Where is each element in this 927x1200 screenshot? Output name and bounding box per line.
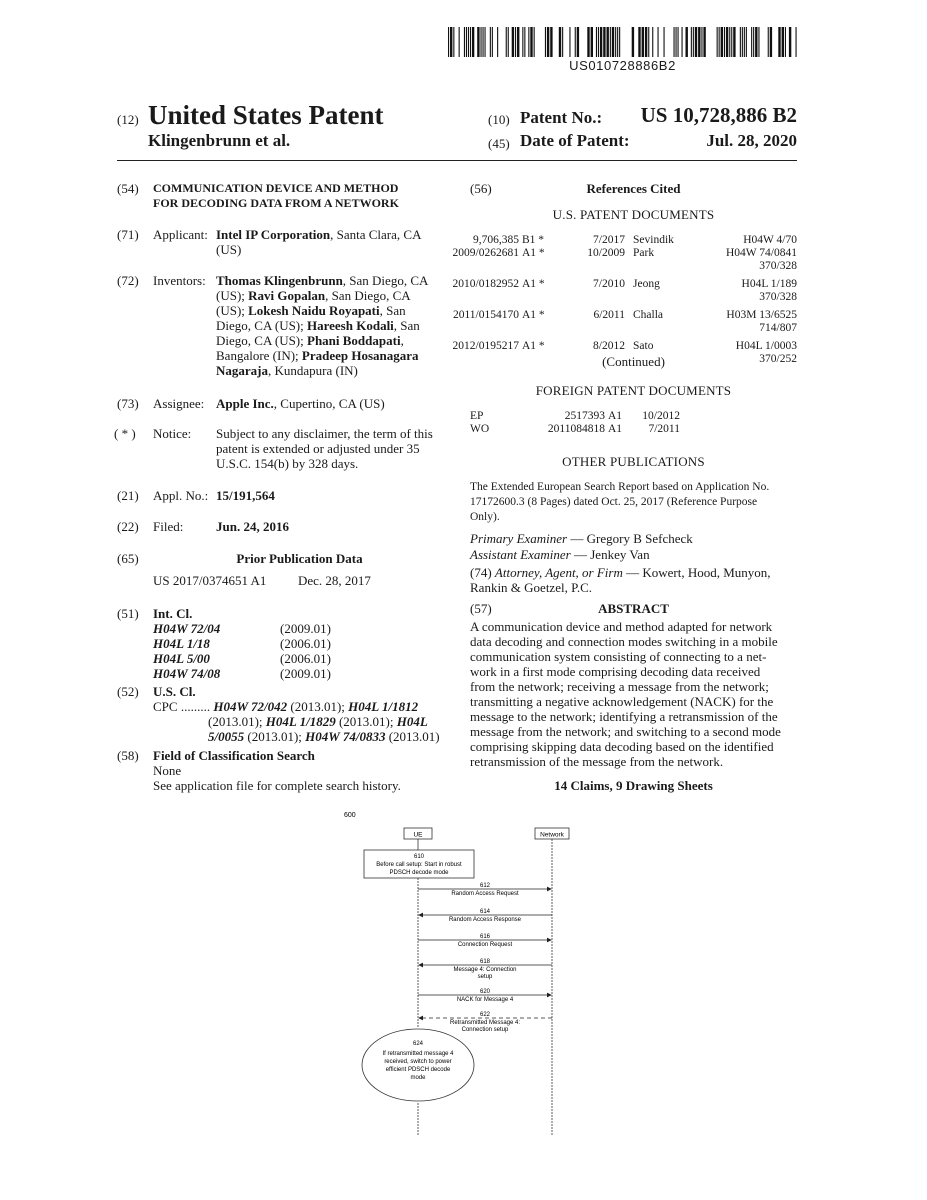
field-of-search-label: Field of Classification Search xyxy=(153,748,315,763)
barcode-bar xyxy=(648,27,649,57)
continued-note: (Continued) xyxy=(602,354,665,369)
field-of-search xyxy=(153,748,446,793)
barcode-bar xyxy=(755,27,757,57)
barcode-bar xyxy=(638,27,640,57)
table-row-cont: 714/807 xyxy=(759,322,797,334)
barcode-bar xyxy=(490,27,491,57)
barcode-bar xyxy=(676,27,677,57)
filed-label: Filed: xyxy=(153,519,184,534)
code-notice: ( * ) xyxy=(114,426,136,441)
barcode-bar xyxy=(466,27,467,57)
applicant-name: Intel IP Corporation xyxy=(216,227,331,242)
barcode-bar xyxy=(530,27,532,57)
assistant-examiner: Assistant Examiner — Jenkey Van xyxy=(470,547,650,562)
int-cl-row: H04L 1/18 (2006.01) xyxy=(153,636,331,651)
applicant-label: Applicant: xyxy=(153,227,208,242)
inventors-label: Inventors: xyxy=(153,273,206,288)
code-21: (21) xyxy=(117,488,139,503)
msg-622-label-2: Connection setup xyxy=(461,1027,509,1033)
ellipse-624-line-3: efficient PDSCH decode xyxy=(385,1067,451,1073)
barcode-bar xyxy=(693,27,694,57)
barcode-bar xyxy=(724,27,725,57)
barcode-bar xyxy=(610,27,611,57)
notice-label: Notice: xyxy=(153,426,192,441)
barcode-bar xyxy=(674,27,675,57)
barcode-bar xyxy=(577,27,579,57)
barcode-bar xyxy=(550,27,552,57)
table-row-cont: 370/252 xyxy=(759,353,797,365)
abstract-text: A communication device and method adapted for network data decoding and connection modes switching in a mobile communication system consisting of connecting to a net- work in a first mode comprising decoding data received from the network; receiving a message from the network; transmitting a negative acknowledgement (NACK) for the message to the network; identifying a retransmission of the message from the network; and switching to a second mode comprising skipping data decoding based on the identified retransmission of the message from the network. xyxy=(470,619,781,769)
applicant-country: (US) xyxy=(216,242,242,257)
code-65: (65) xyxy=(117,551,139,566)
barcode-bar xyxy=(740,27,741,57)
msg-614-number: 614 xyxy=(479,909,491,915)
barcode-bar xyxy=(506,27,507,57)
barcode-bar xyxy=(524,27,525,57)
barcode-bar xyxy=(652,27,653,57)
msg-618-label-2: setup xyxy=(477,974,493,980)
code-73: (73) xyxy=(117,396,139,411)
barcode xyxy=(448,27,797,57)
primary-examiner: Primary Examiner — Gregory B Sefcheck xyxy=(470,531,693,546)
msg-612-label: Random Access Request xyxy=(451,891,519,897)
msg-618-label-1: Message 4: Connection xyxy=(453,967,517,973)
inventor-short: Klingenbrunn et al. xyxy=(148,131,291,150)
barcode-bar xyxy=(703,27,705,57)
box-610-number: 610 xyxy=(413,854,425,860)
box-610-line-2: PDSCH decode mode xyxy=(389,870,449,876)
code-12: (12) xyxy=(117,112,139,127)
prior-pub-heading: Prior Publication Data xyxy=(236,551,363,566)
foreign-docs-table xyxy=(470,410,797,436)
barcode-bar xyxy=(508,27,509,57)
barcode-bar xyxy=(619,27,620,57)
claims-summary: 14 Claims, 9 Drawing Sheets xyxy=(554,778,713,793)
int-cl-label: Int. Cl. xyxy=(153,606,193,621)
barcode-bar xyxy=(645,27,647,57)
prior-pub-date: Dec. 28, 2017 xyxy=(298,573,371,588)
field-of-search-note: See application file for complete search history. xyxy=(153,778,401,793)
barcode-bar xyxy=(598,27,599,57)
barcode-bar xyxy=(459,27,460,57)
applicant xyxy=(216,227,446,257)
us-patent-docs-table xyxy=(452,234,797,366)
barcode-bar xyxy=(733,27,735,57)
table-row: 2011/0154170 A1 * 6/2011 Challa H03M 13/6525 xyxy=(452,309,797,321)
barcode-bar xyxy=(528,27,529,57)
other-pubs-heading: OTHER PUBLICATIONS xyxy=(562,454,705,469)
barcode-bar xyxy=(464,27,465,57)
msg-612-number: 612 xyxy=(479,883,491,889)
barcode-bar xyxy=(698,27,700,57)
other-pubs-text: The Extended European Search Report based on Application No. 17172600.3 (8 Pages) dated Oct. 25, 2017 (Reference Purpose Only). xyxy=(470,481,770,523)
box-610-line-1: Before call setup: Start in robust xyxy=(376,862,462,868)
barcode-bar xyxy=(721,27,723,57)
barcode-bar xyxy=(701,27,702,57)
barcode-bar xyxy=(485,27,486,57)
sequence-diagram xyxy=(330,805,590,1140)
code-51: (51) xyxy=(117,606,139,621)
code-22: (22) xyxy=(117,519,139,534)
barcode-bar xyxy=(796,27,797,57)
decision-ellipse-624 xyxy=(362,1029,474,1101)
table-row: EP 2517393 A1 10/2012 xyxy=(470,410,680,422)
barcode-bar xyxy=(785,27,786,57)
int-cl-row: H04L 5/00 (2006.01) xyxy=(153,651,331,666)
barcode-bar xyxy=(569,27,570,57)
barcode-bar xyxy=(632,27,634,57)
barcode-bar xyxy=(664,27,665,57)
cpc-classification: CPC ......... H04W 72/042 (2013.01); H04L 1/1812 (2013.01); H04L 1/1829 (2013.01); H04L 5/0055 (2013.01); H04W 74/0833 (2013.01) xyxy=(153,699,440,744)
patent-no-label: Patent No.: xyxy=(520,108,603,127)
barcode-bar xyxy=(596,27,597,57)
barcode-bar xyxy=(515,27,516,57)
barcode-bar xyxy=(607,27,609,57)
barcode-bar xyxy=(534,27,535,57)
field-of-search-none: None xyxy=(153,763,182,778)
table-row: 9,706,385 B1 * 7/2017 Sevindik H04W 4/70 xyxy=(473,234,797,246)
barcode-bar xyxy=(658,27,659,57)
table-row-cont: 370/328 xyxy=(759,260,797,272)
patent-type-title: United States Patent xyxy=(148,100,384,130)
appl-no-label: Appl. No.: xyxy=(153,488,209,503)
code-57: (57) xyxy=(470,601,492,616)
table-row: 2009/0262681 A1 * 10/2009 Park H04W 74/0841 xyxy=(452,247,797,259)
barcode-bar xyxy=(477,27,479,57)
barcode-bar xyxy=(612,27,614,57)
msg-620-label: NACK for Message 4 xyxy=(456,997,514,1003)
barcode-bar xyxy=(717,27,718,57)
barcode-bar xyxy=(768,27,769,57)
barcode-bar xyxy=(497,27,498,57)
barcode-bar xyxy=(575,27,576,57)
assignee-name: Apple Inc. xyxy=(216,396,274,411)
barcode-bar xyxy=(562,27,563,57)
code-56: (56) xyxy=(470,181,492,196)
table-row: WO 2011084818 A1 7/2011 xyxy=(470,423,680,435)
assignee-location: , Cupertino, CA (US) xyxy=(273,396,385,411)
barcode-bar xyxy=(472,27,474,57)
int-cl-row: H04W 74/08 (2009.01) xyxy=(153,666,331,681)
msg-622-number: 622 xyxy=(479,1012,491,1018)
barcode-bar xyxy=(770,27,772,57)
barcode-bar xyxy=(448,27,449,57)
barcode-bar xyxy=(695,27,697,57)
barcode-bar xyxy=(726,27,728,57)
foreign-docs-heading: FOREIGN PATENT DOCUMENTS xyxy=(535,383,732,398)
table-row-cont: 370/328 xyxy=(759,291,797,303)
code-72: (72) xyxy=(117,273,139,288)
ellipse-624-line-2: received, switch to power xyxy=(384,1059,452,1065)
date-of-patent-label: Date of Patent: xyxy=(520,131,630,150)
barcode-bar xyxy=(512,27,514,57)
code-58: (58) xyxy=(117,748,139,763)
barcode-bar xyxy=(686,27,688,57)
barcode-bar xyxy=(691,27,692,57)
figure-ref-number: 600 xyxy=(344,812,356,819)
barcode-bar xyxy=(453,27,454,57)
ellipse-624-number: 624 xyxy=(412,1041,424,1047)
date-of-patent: Jul. 28, 2020 xyxy=(706,131,797,150)
prior-pub-number: US 2017/0374651 A1 xyxy=(153,573,267,588)
ue-label: UE xyxy=(413,831,423,839)
ellipse-624-line-4: mode xyxy=(410,1075,426,1081)
appl-no: 15/191,564 xyxy=(216,488,275,503)
code-10: (10) xyxy=(488,112,510,127)
title-line-2: FOR DECODING DATA FROM A NETWORK xyxy=(153,196,399,210)
msg-616-number: 616 xyxy=(479,934,491,940)
barcode-bar xyxy=(789,27,791,57)
int-cl-list xyxy=(153,621,383,681)
network-label: Network xyxy=(540,831,564,839)
code-52: (52) xyxy=(117,684,139,699)
barcode-graphic xyxy=(448,27,797,57)
notice-text: Subject to any disclaimer, the term of this patent is extended or adjusted under 35 U.S.C. 154(b) by 328 days. xyxy=(216,426,433,471)
barcode-bar xyxy=(492,27,493,57)
barcode-bar xyxy=(729,27,730,57)
barcode-bar xyxy=(744,27,745,57)
code-71: (71) xyxy=(117,227,139,242)
header-divider xyxy=(117,160,797,161)
code-45: (45) xyxy=(488,136,510,151)
ellipse-624-line-1: If retransmitted message 4 xyxy=(382,1051,454,1057)
invention-title xyxy=(153,181,399,211)
barcode-bar xyxy=(483,27,484,57)
barcode-bar xyxy=(481,27,482,57)
us-patent-docs-heading: U.S. PATENT DOCUMENTS xyxy=(552,207,715,222)
barcode-bar xyxy=(517,27,519,57)
int-cl-row: H04W 72/04 (2009.01) xyxy=(153,621,331,636)
barcode-bar xyxy=(719,27,720,57)
barcode-bar xyxy=(615,27,616,57)
us-cl-label: U.S. Cl. xyxy=(153,684,196,699)
barcode-bar xyxy=(746,27,747,57)
msg-614-label: Random Access Response xyxy=(448,917,522,923)
barcode-bar xyxy=(591,27,593,57)
barcode-bar xyxy=(547,27,549,57)
abstract-heading: ABSTRACT xyxy=(598,601,669,616)
barcode-bar xyxy=(782,27,784,57)
patent-number: US 10,728,886 B2 xyxy=(640,103,797,127)
barcode-bar xyxy=(545,27,546,57)
barcode-bar xyxy=(470,27,471,57)
barcode-bar xyxy=(617,27,618,57)
filed-date: Jun. 24, 2016 xyxy=(216,519,289,534)
barcode-bar xyxy=(642,27,644,57)
barcode-bar xyxy=(587,27,589,57)
barcode-bar xyxy=(753,27,754,57)
barcode-bar xyxy=(600,27,602,57)
applicant-location: , Santa Clara, CA xyxy=(330,227,422,242)
msg-618-number: 618 xyxy=(479,959,491,965)
table-row: 2010/0182952 A1 * 7/2010 Jeong H04L 1/189 xyxy=(452,278,797,290)
barcode-bar xyxy=(603,27,605,57)
title-line-1: COMMUNICATION DEVICE AND METHOD xyxy=(153,181,399,195)
assignee-label: Assignee: xyxy=(153,396,205,411)
barcode-bar xyxy=(678,27,679,57)
barcode-bar xyxy=(758,27,759,57)
msg-616-label: Connection Request xyxy=(457,942,513,948)
barcode-bar xyxy=(742,27,743,57)
barcode-bar xyxy=(682,27,683,57)
barcode-bar xyxy=(559,27,561,57)
references-heading: References Cited xyxy=(586,181,681,196)
barcode-bar xyxy=(778,27,780,57)
table-row: 2012/0195217 A1 * 8/2012 Sato H04L 1/0003 xyxy=(452,340,797,352)
msg-620-number: 620 xyxy=(479,989,491,995)
barcode-bar xyxy=(450,27,452,57)
attorney: (74) Attorney, Agent, or Firm — Kowert, Hood, Munyon, Rankin & Goetzel, P.C. xyxy=(470,565,771,595)
code-54: (54) xyxy=(117,181,139,196)
barcode-bar xyxy=(468,27,469,57)
barcode-bar xyxy=(731,27,732,57)
msg-622-label-1: Retransmitted Message 4: xyxy=(449,1020,521,1026)
inventors-list: Thomas Klingenbrunn, San Diego, CA (US); Ravi Gopalan, San Diego, CA (US); Lokesh Naidu Royapati, San Diego, CA (US); Hareesh Kodali, San Diego, CA (US); Phani Boddapati, Bangalore (IN); Pradeep Hosanagara Nagaraja, Kundapura (IN) xyxy=(216,273,429,378)
assignee xyxy=(216,396,385,411)
barcode-bar xyxy=(522,27,523,57)
document-number: US010728886B2 xyxy=(569,58,676,73)
barcode-bar xyxy=(751,27,752,57)
